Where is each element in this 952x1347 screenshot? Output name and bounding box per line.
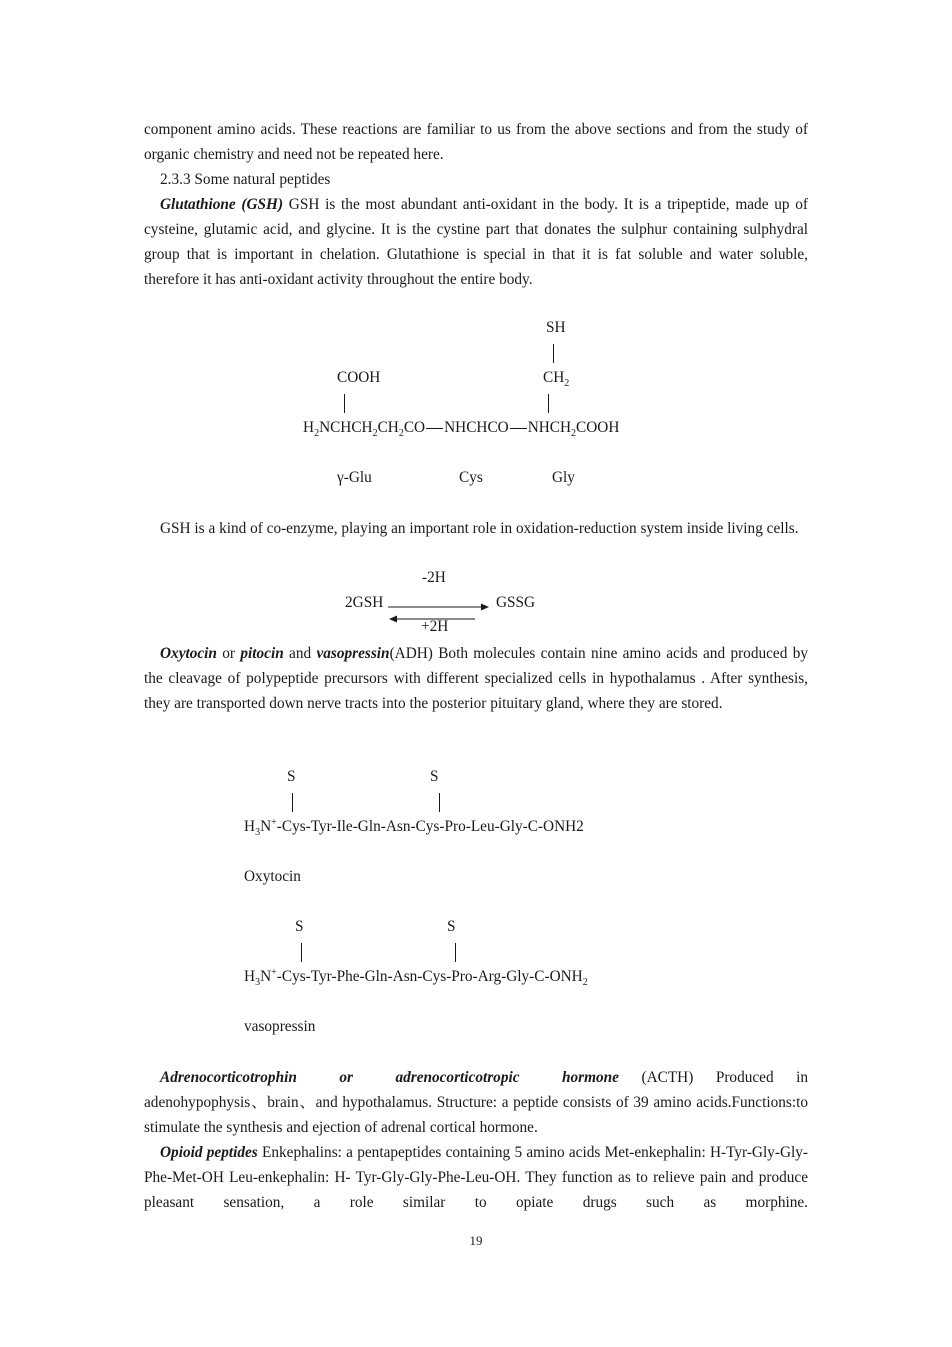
opioid-term: Opioid peptides: [160, 1144, 258, 1161]
gsh-bond-sh: [553, 344, 554, 363]
redox-right-label: GSSG: [496, 594, 536, 611]
intro-paragraph: component amino acids. These reactions are familiar to us from the above sections and from the study of organic chemistry and need not be repeated here.: [144, 121, 808, 163]
opioid-paragraph: Opioid peptides Enkephalins: a pentapeptides containing 5 amino acids Met-enkephalin: H-Tyr-Gly-Gly-Phe-Met-OH Leu-enkephalin: H- Tyr-Gly-Gly-Phe-Leu-OH. They function as to relieve pain and produce pleasant sensation, a role similar to opiate drugs such as morphine.: [144, 1144, 808, 1211]
oxytocin-name: Oxytocin: [244, 868, 301, 885]
vasopressin-s1: S: [295, 918, 304, 935]
oxytocin-paragraph: Oxytocin or pitocin and vasopressin(ADH) Both molecules contain nine amino acids and produced by the cleavage of polypeptide precursors with different specialized cells in hypothalamus . After synthesis, they are transported down nerve tracts into the posterior pituitary gland, where they are stored.: [144, 645, 808, 712]
gsh-sh-label: SH: [546, 319, 566, 336]
redox-plus-label: +2H: [421, 618, 449, 635]
gsh-peptide-bond-1: [426, 428, 443, 429]
oxytocin-bond-2: [439, 793, 440, 812]
acth-term: Adrenocorticotrophin or adrenocorticotropic hormone: [160, 1069, 619, 1086]
pitocin-term: pitocin: [240, 645, 284, 662]
vasopressin-s2: S: [447, 918, 456, 935]
gsh-bond-cooh: [344, 394, 345, 413]
vasopressin-term: vasopressin: [316, 645, 390, 662]
vasopressin-name: vasopressin: [244, 1018, 316, 1035]
acth-paragraph: Adrenocorticotrophin or adrenocorticotropic hormone (ACTH) Produced in adenohypophysis、brain、and hypothalamus. Structure: a peptide consists of 39 amino acids.Functions:to stimulate the synthesis and ejection of adrenal cortical hormone.: [144, 1069, 808, 1136]
glutathione-text: GSH is the most abundant anti-oxidant in the body. It is a tripeptide, made up of cysteine, glutamic acid, and glycine. It is the cystine part that donates the sulphur containing sulphydral group that is important in chelation. Glutathione is special in that it is fat soluble and water soluble, therefore it has anti-oxidant activity throughout the entire body.: [144, 196, 809, 288]
glutathione-term: Glutathione (GSH): [160, 196, 284, 213]
vasopressin-chain: $H_3N^+-Cys-Tyr-Phe-Gln-Asn-Cys-Pro-Arg-Gly-C-ONH_2$: [244, 966, 588, 989]
redox-minus-label: -2H: [422, 569, 446, 586]
gsh-bond-ch2: [548, 394, 549, 413]
oxytocin-s1: S: [287, 768, 296, 785]
oxytocin-bond-1: [292, 793, 293, 812]
gsh-peptide-bond-2: [510, 428, 527, 429]
gsh-role-paragraph: GSH is a kind of co-enzyme, playing an important role in oxidation-reduction system inside living cells.: [160, 520, 799, 537]
glutathione-paragraph: [144, 192, 808, 292]
section-heading: 2.3.3 Some natural peptides: [160, 171, 331, 188]
gsh-gly-label: Gly: [552, 469, 575, 486]
redox-left-label: 2GSH: [345, 594, 384, 611]
gsh-cys-label: Cys: [459, 469, 483, 486]
gsh-main-chain: $H_2NCHCH_2CH_2CO$ NHCHCO $NHCH_2COOH$: [303, 419, 620, 440]
gsh-glu-label: γ-Glu: [337, 469, 372, 486]
gsh-ch2-label: $CH_2$: [543, 369, 570, 390]
oxytocin-term: Oxytocin: [160, 645, 217, 662]
page-number: 19: [469, 1233, 483, 1248]
oxytocin-chain: $H_3N^+-Cys-Tyr-Ile-Gln-Asn-Cys-Pro-Leu-Gly-C-ONH2$: [244, 816, 584, 839]
vasopressin-bond-2: [455, 943, 456, 962]
oxytocin-s2: S: [430, 768, 439, 785]
gsh-cooh-label: COOH: [337, 369, 381, 386]
vasopressin-bond-1: [301, 943, 302, 962]
